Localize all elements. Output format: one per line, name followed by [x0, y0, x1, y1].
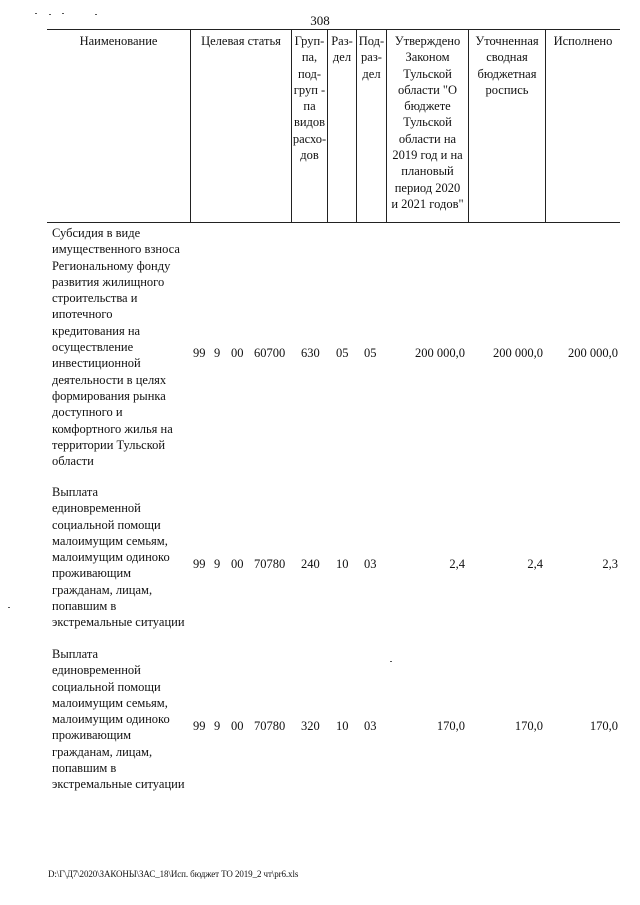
header-section-line: дел [332, 50, 352, 65]
header-name [47, 30, 190, 222]
row-name [52, 484, 185, 631]
section-code: 10 [336, 557, 349, 571]
header-section [327, 30, 356, 222]
scan-speck [62, 13, 64, 14]
target-code-part: 70780 [254, 719, 286, 733]
row-name-line: единовременной [52, 501, 141, 516]
target-code-part: 9 [214, 346, 221, 360]
header-group-line: Груп- [294, 34, 325, 48]
target-code-part: 99 [193, 719, 206, 733]
subsection-code: 05 [364, 346, 377, 360]
row-name-line: деятельности в целях [52, 372, 167, 387]
header-approved-line: Утверждено [394, 34, 461, 48]
header-group-line: видов [293, 115, 326, 130]
header-executed [545, 30, 620, 222]
executed-value: 2,3 [602, 557, 618, 571]
group-code: 240 [301, 557, 320, 571]
row-name-line: Выплата [52, 485, 99, 499]
header-approved-line: плановый [401, 164, 454, 179]
subsection-code: 03 [364, 557, 377, 571]
target-code-part: 99 [193, 346, 206, 360]
header-subsection-line: раз- [361, 50, 382, 65]
group-code: 630 [301, 346, 320, 360]
refined-value: 170,0 [514, 719, 543, 733]
row-name-line: попавшим в [52, 599, 117, 614]
row-name-line: развития жилищного [52, 274, 165, 289]
executed-value: 200 000,0 [568, 346, 618, 360]
target-code-part: 99 [193, 557, 206, 571]
approved-value: 200 000,0 [415, 346, 465, 360]
approved-value: 170,0 [436, 719, 465, 733]
row-name-line: гражданам, лицам, [52, 744, 153, 759]
target-code-part: 70780 [254, 557, 286, 571]
row-name-line: экстремальные ситуации [52, 615, 185, 630]
header-approved-line: Тульской [403, 66, 452, 81]
header-approved-line: Законом [405, 50, 450, 65]
target-code-part: 00 [231, 557, 244, 571]
table-header [47, 29, 620, 223]
row-name-line: осуществление [52, 340, 134, 355]
header-refined-line: Уточненная [475, 34, 539, 48]
header-subsection [356, 30, 386, 222]
header-name-label: Наименование [79, 34, 158, 48]
row-name-line: малоимущим одиноко [52, 550, 170, 565]
header-approved-line: области на [398, 131, 457, 146]
refined-value: 200 000,0 [493, 346, 543, 360]
header-refined-line: сводная [486, 50, 528, 65]
row-name-line: ипотечного [52, 307, 113, 322]
row-name-line: малоимущим семьям, [52, 695, 168, 710]
section-code: 10 [336, 719, 349, 733]
header-target [190, 30, 291, 222]
approved-value: 2,4 [449, 557, 465, 571]
row-name-line: области [52, 454, 94, 469]
row-name-line: гражданам, лицам, [52, 582, 153, 597]
header-approved-line: Тульской [403, 115, 452, 130]
row-name-line: проживающим [52, 728, 132, 743]
header-approved [386, 30, 468, 222]
row-name-line: формирования рынка [52, 388, 166, 403]
header-refined [468, 30, 545, 222]
target-code-part: 60700 [254, 346, 286, 360]
refined-value: 2,4 [527, 557, 543, 571]
row-name-line: малоимущим одиноко [52, 712, 170, 727]
row-name-line: проживающим [52, 566, 132, 581]
row-name-line: малоимущим семьям, [52, 533, 168, 548]
target-code-part: 00 [231, 719, 244, 733]
row-name-line: имущественного взноса [52, 242, 180, 257]
header-group-line: па, [301, 50, 318, 65]
header-approved-line: бюджете [404, 99, 451, 114]
row-name-line: комфортного жилья на [52, 421, 173, 436]
header-group-line: дов [300, 148, 319, 163]
page-number: 308 [310, 13, 330, 28]
header-group-line: под- [297, 66, 322, 81]
row-name-line: территории Тульской [52, 437, 166, 452]
row-name-line: доступного и [52, 405, 123, 420]
header-approved-line: области "О [397, 82, 458, 97]
row-name-line: кредитования на [52, 323, 141, 338]
scan-speck [35, 13, 37, 14]
group-code: 320 [301, 719, 320, 733]
header-approved-line: 2019 год и на [392, 148, 463, 163]
row-name-line: инвестиционной [52, 356, 141, 371]
scan-speck [95, 14, 97, 15]
header-section-line: Раз- [331, 34, 353, 48]
header-refined-line: роспись [485, 82, 529, 97]
header-approved-line: период 2020 [394, 180, 461, 195]
header-executed-label: Исполнено [553, 34, 613, 48]
executed-value: 170,0 [589, 719, 618, 733]
header-group-line: па [303, 99, 316, 114]
header-refined-line: бюджетная [477, 66, 537, 81]
row-name-line: попавшим в [52, 761, 117, 776]
row-name-line: социальной помощи [52, 679, 161, 694]
row-name-line: Выплата [52, 647, 99, 661]
scan-speck [390, 661, 392, 662]
row-name [52, 225, 180, 469]
section-code: 05 [336, 346, 349, 360]
file-path-footer: D:\Г\Д7\2020\ЗАКОНЫ\ЗАС_18\Исп. бюджет ТО 2019_2 чт\pr6.xls [48, 869, 299, 879]
header-approved-line: и 2021 годов" [391, 196, 464, 211]
header-subsection-line: Под- [358, 34, 385, 48]
row-name-line: экстремальные ситуации [52, 777, 185, 792]
target-code-part: 9 [214, 719, 221, 733]
scan-speck [49, 14, 51, 15]
row-name-line: Субсидия в виде [52, 226, 141, 240]
scan-speck [8, 607, 10, 608]
target-code-part: 00 [231, 346, 244, 360]
row-name-line: социальной помощи [52, 517, 161, 532]
row-name [52, 646, 185, 793]
target-code-part: 9 [214, 557, 221, 571]
row-name-line: строительства и [52, 291, 138, 306]
header-subsection-line: дел [362, 66, 381, 81]
subsection-code: 03 [364, 719, 377, 733]
row-name-line: Региональному фонду [52, 258, 171, 273]
header-group-line: расхо- [292, 131, 327, 146]
header-group [291, 30, 327, 222]
header-target-label: Целевая статья [201, 34, 281, 48]
header-group-line: груп - [293, 82, 326, 97]
row-name-line: единовременной [52, 663, 141, 678]
